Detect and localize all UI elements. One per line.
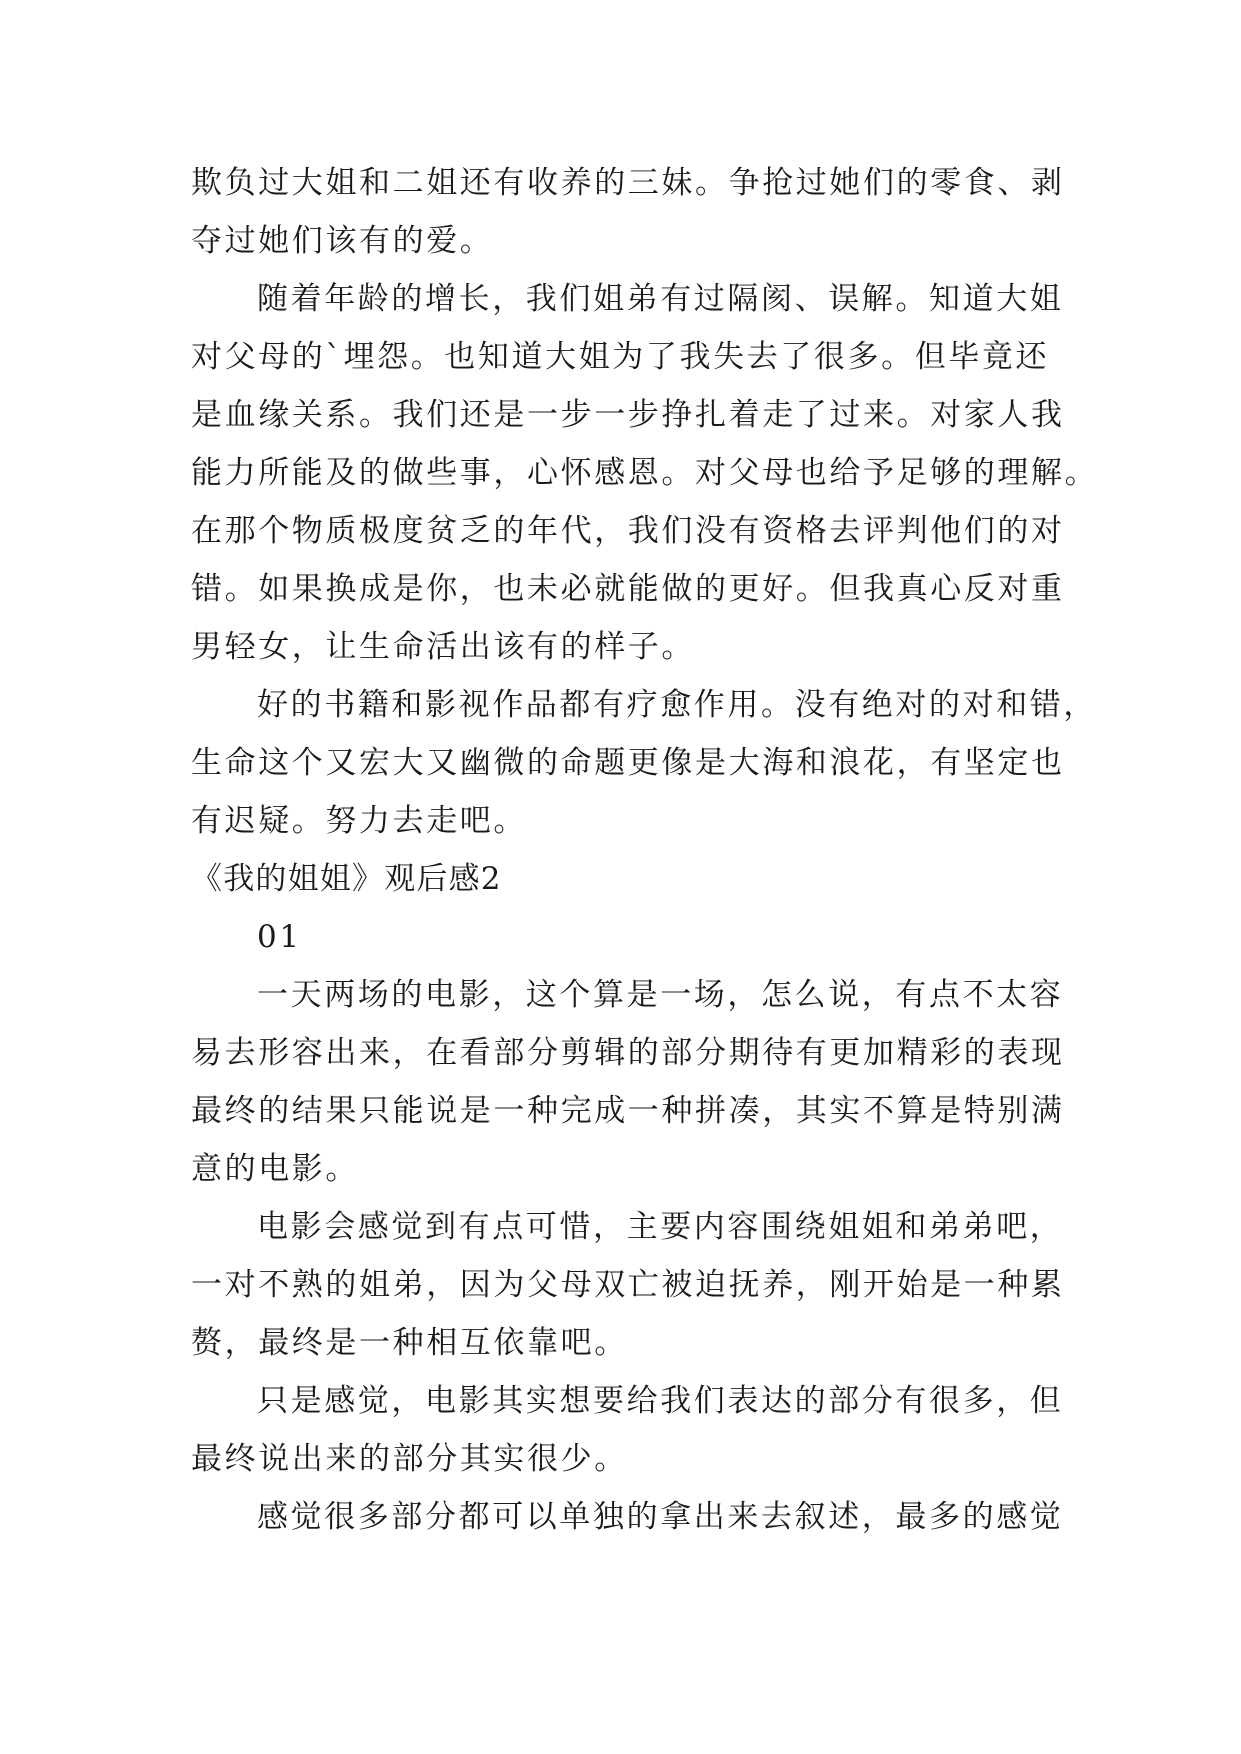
paragraph-line: 一天两场的电影，这个算是一场，怎么说，有点不太容 (257, 977, 1064, 1013)
paragraph-line: 赘，最终是一种相互依靠吧。 (191, 1325, 628, 1361)
paragraph-line: 一对不熟的姐弟，因为父母双亡被迫抚养，刚开始是一种累 (191, 1267, 1065, 1303)
paragraph-line: 欺负过大姐和二姐还有收养的三妹。争抢过她们的零食、剥 (191, 165, 1065, 201)
section-title: 《我的姐姐》观后感2 (191, 861, 502, 897)
paragraph-line: 对父母的`埋怨。也知道大姐为了我失去了很多。但毕竟还 (191, 339, 1050, 375)
paragraph-line: 只是感觉，电影其实想要给我们表达的部分有很多，但 (257, 1383, 1064, 1419)
document-body (191, 154, 1099, 1546)
paragraph-line: 感觉很多部分都可以单独的拿出来去叙述，最多的感觉 (257, 1499, 1064, 1535)
paragraph-line: 在那个物质极度贫乏的年代，我们没有资格去评判他们的对 (191, 513, 1065, 549)
paragraph-line: 是血缘关系。我们还是一步一步挣扎着走了过来。对家人我 (191, 397, 1065, 433)
paragraph-line: 能力所能及的做些事，心怀感恩。对父母也给予足够的理解。 (191, 455, 1099, 491)
paragraph-line: 意的电影。 (191, 1151, 359, 1187)
paragraph-line: 错。如果换成是你，也未必就能做的更好。但我真心反对重 (191, 571, 1065, 607)
paragraph-line: 好的书籍和影视作品都有疗愈作用。没有绝对的对和错， (257, 687, 1097, 723)
paragraph-line: 男轻女，让生命活出该有的样子。 (191, 629, 695, 665)
paragraph-line: 夺过她们该有的爱。 (191, 223, 494, 259)
paragraph-line: 生命这个又宏大又幽微的命题更像是大海和浪花，有坚定也 (191, 745, 1065, 781)
paragraph-line: 易去形容出来，在看部分剪辑的部分期待有更加精彩的表现 (191, 1035, 1065, 1071)
paragraph-line: 最终的结果只能说是一种完成一种拼凑，其实不算是特别满 (191, 1093, 1065, 1129)
section-number: 01 (257, 919, 302, 955)
paragraph-line: 电影会感觉到有点可惜，主要内容围绕姐姐和弟弟吧， (257, 1209, 1064, 1245)
paragraph-line: 最终说出来的部分其实很少。 (191, 1441, 628, 1477)
paragraph-line: 有迟疑。努力去走吧。 (191, 803, 527, 839)
paragraph-line: 随着年龄的增长，我们姐弟有过隔阂、误解。知道大姐 (257, 281, 1064, 317)
